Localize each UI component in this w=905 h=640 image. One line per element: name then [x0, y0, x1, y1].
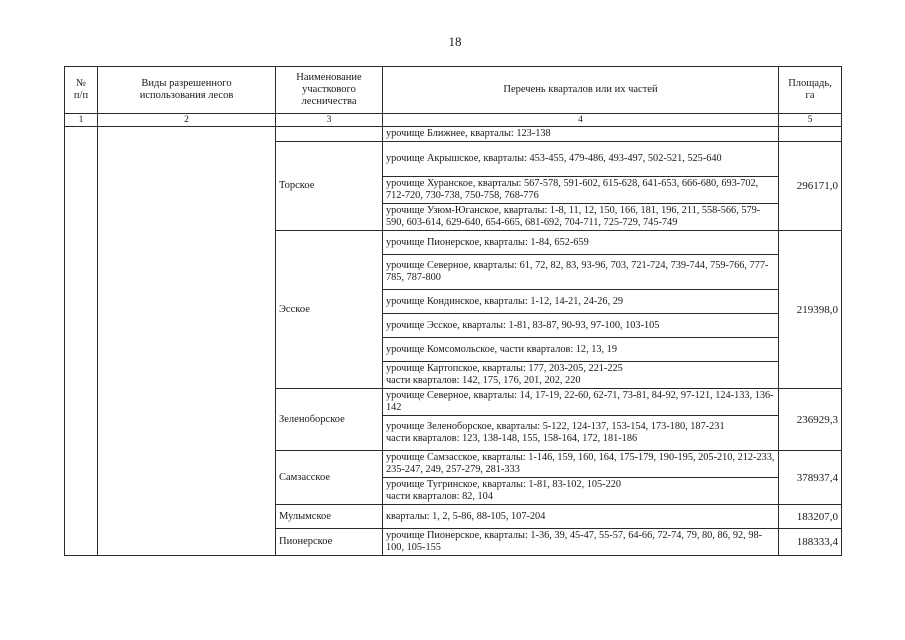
- column-number: 1: [65, 114, 98, 127]
- column-number: 5: [779, 114, 842, 127]
- area-cell-empty: [779, 127, 842, 142]
- forestry-name-zelenoborskoe: Зеленоборское: [276, 389, 383, 451]
- quarters-cell: урочище Узюм-Юганское, кварталы: 1-8, 11, 12, 150, 166, 181, 196, 211, 558-566, 579-590, 603-614, 629-640, 654-665, 681-692, 704-711, 725-729, 745-749: [383, 204, 779, 231]
- table-row: [65, 127, 842, 142]
- forestry-name-pionerskoe: Пионерское: [276, 529, 383, 556]
- column-number: 4: [383, 114, 779, 127]
- quarters-cell: урочище Эсское, кварталы: 1-81, 83-87, 90-93, 97-100, 103-105: [383, 314, 779, 338]
- area-pionerskoe: 188333,4: [779, 529, 842, 556]
- forestry-name-torskoe: Торское: [276, 142, 383, 231]
- area-esskoe: 219398,0: [779, 231, 842, 389]
- forestry-name-cell-empty: [276, 127, 383, 142]
- area-mulymskoe: 183207,0: [779, 505, 842, 529]
- number-cell-empty: [65, 127, 98, 556]
- quarters-cell: урочище Картопское, кварталы: 177, 203-205, 221-225 части кварталов: 142, 175, 176, 201, 202, 220: [383, 362, 779, 389]
- quarters-cell: урочище Пионерское, кварталы: 1-36, 39, 45-47, 55-57, 64-66, 72-74, 79, 80, 86, 92, 98-100, 105-155: [383, 529, 779, 556]
- header-area: Площадь, га: [779, 67, 842, 114]
- forestry-name-samzasskoe: Самзасское: [276, 451, 383, 505]
- quarters-cell: урочище Акрышское, кварталы: 453-455, 479-486, 493-497, 502-521, 525-640: [383, 142, 779, 177]
- column-numbers-row: [65, 114, 842, 127]
- quarters-cell: урочище Пионерское, кварталы: 1-84, 652-659: [383, 231, 779, 255]
- quarters-cell: урочище Комсомольское, части кварталов: 12, 13, 19: [383, 338, 779, 362]
- area-samzasskoe: 378937,4: [779, 451, 842, 505]
- quarters-cell: урочище Кондинское, кварталы: 1-12, 14-21, 24-26, 29: [383, 290, 779, 314]
- header-quarters-list: Перечень кварталов или их частей: [383, 67, 779, 114]
- header-number: № п/п: [65, 67, 98, 114]
- kind-cell-empty: [98, 127, 276, 556]
- area-zelenoborskoe: 236929,3: [779, 389, 842, 451]
- quarters-cell: урочище Северное, кварталы: 14, 17-19, 22-60, 62-71, 73-81, 84-92, 97-121, 124-133, 136-142: [383, 389, 779, 416]
- area-torskoe: 296171,0: [779, 142, 842, 231]
- quarters-cell: урочище Тугринское, кварталы: 1-81, 83-102, 105-220 части кварталов: 82, 104: [383, 478, 779, 505]
- table-header-row: [65, 67, 842, 114]
- forest-quarters-table: [64, 66, 842, 556]
- header-kind: Виды разрешенного использования лесов: [98, 67, 276, 114]
- quarters-cell: кварталы: 1, 2, 5-86, 88-105, 107-204: [383, 505, 779, 529]
- quarters-cell: урочище Ближнее, кварталы: 123-138: [383, 127, 779, 142]
- forestry-name-mulymskoe: Мулымское: [276, 505, 383, 529]
- forestry-name-esskoe: Эсское: [276, 231, 383, 389]
- quarters-cell: урочище Зеленоборское, кварталы: 5-122, 124-137, 153-154, 173-180, 187-231 части кварталов: 123, 138-148, 155, 158-164, 172, 181-186: [383, 416, 779, 451]
- column-number: 3: [276, 114, 383, 127]
- page-number: 18: [448, 34, 462, 49]
- quarters-cell: урочище Северное, кварталы: 61, 72, 82, 83, 93-96, 703, 721-724, 739-744, 759-766, 777-785, 787-800: [383, 255, 779, 290]
- quarters-cell: урочище Хуранское, кварталы: 567-578, 591-602, 615-628, 641-653, 666-680, 693-702, 712-720, 730-738, 750-758, 768-776: [383, 177, 779, 204]
- column-number: 2: [98, 114, 276, 127]
- header-forestry-name: Наименование участкового лесничества: [276, 67, 383, 114]
- quarters-cell: урочище Самзасское, кварталы: 1-146, 159, 160, 164, 175-179, 190-195, 205-210, 212-233, 235-247, 249, 257-279, 281-333: [383, 451, 779, 478]
